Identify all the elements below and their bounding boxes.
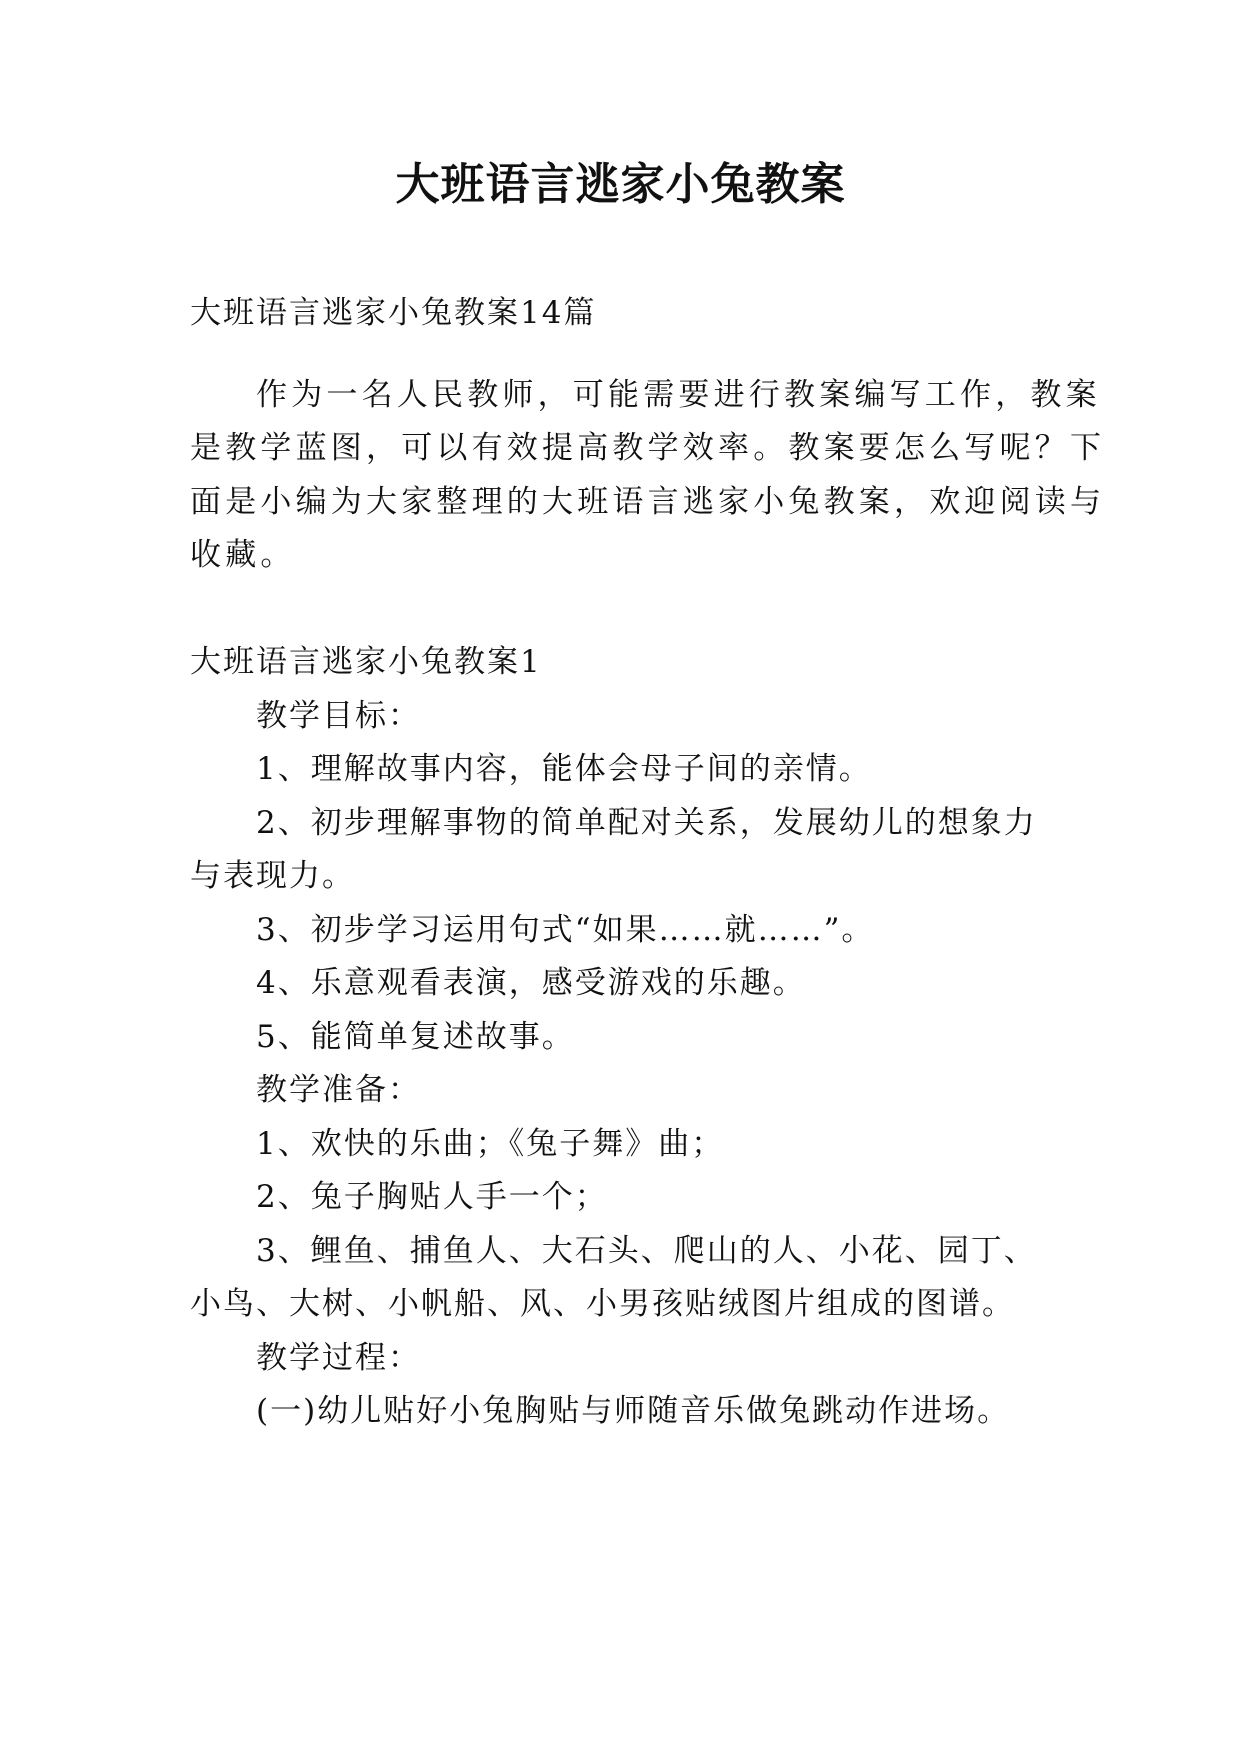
prep-item: 小鸟、大树、小帆船、风、小男孩贴绒图片组成的图谱。: [190, 1286, 1015, 1322]
document-subtitle: 大班语言逃家小兔教案14篇: [190, 295, 597, 331]
goal-item: 与表现力。: [190, 858, 355, 894]
intro-line: 收藏。: [190, 537, 296, 573]
process-item: (一)幼儿贴好小兔胸贴与师随音乐做兔跳动作进场。: [256, 1393, 1011, 1429]
prep-item: 1、欢快的乐曲；《兔子舞》曲；: [256, 1126, 725, 1162]
goal-item: 1、理解故事内容，能体会母子间的亲情。: [256, 751, 872, 787]
prep-item: 3、鲤鱼、捕鱼人、大石头、爬山的人、小花、园丁、: [256, 1233, 1037, 1269]
process-heading: 教学过程：: [256, 1340, 421, 1376]
intro-line: 是教学蓝图，可以有效提高教学效率。教案要怎么写呢？下: [190, 430, 1106, 466]
prep-item: 2、兔子胸贴人手一个；: [256, 1179, 608, 1215]
goal-item: 5、能简单复述故事。: [256, 1019, 575, 1055]
prep-heading: 教学准备：: [256, 1072, 421, 1108]
document-title: 大班语言逃家小兔教案: [395, 159, 846, 210]
goals-heading: 教学目标：: [256, 698, 421, 734]
goal-item: 3、初步学习运用句式“如果……就……”。: [256, 912, 875, 948]
section-heading: 大班语言逃家小兔教案1: [190, 644, 542, 680]
intro-line: 作为一名人民教师，可能需要进行教案编写工作，教案: [256, 377, 1101, 413]
goal-item: 4、乐意观看表演，感受游戏的乐趣。: [256, 965, 806, 1001]
goal-item: 2、初步理解事物的简单配对关系，发展幼儿的想象力: [256, 805, 1037, 841]
intro-line: 面是小编为大家整理的大班语言逃家小兔教案，欢迎阅读与: [190, 484, 1106, 520]
